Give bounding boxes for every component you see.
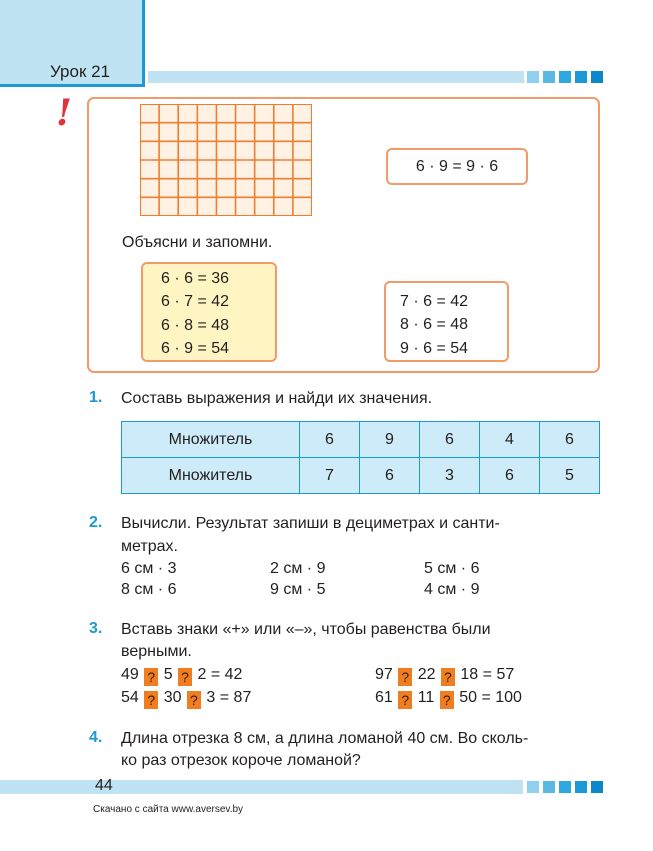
- table-cell: 4: [480, 422, 540, 458]
- task-number: 1.: [89, 389, 103, 406]
- table-cell: 7: [300, 458, 360, 494]
- table-cell: 9: [360, 422, 420, 458]
- commutative-equation: 6 · 9 = 9 · 6: [386, 148, 528, 185]
- operand: 49: [121, 666, 139, 683]
- sign-placeholder[interactable]: ?: [441, 668, 455, 686]
- sign-placeholder[interactable]: ?: [144, 691, 158, 709]
- task-number: 2.: [89, 514, 103, 531]
- right-facts-box: [384, 281, 509, 362]
- task-text: Вставь знаки «+» или «–», чтобы равенства были: [121, 621, 491, 638]
- footer-square: [591, 781, 603, 793]
- sign-placeholder[interactable]: ?: [398, 668, 412, 686]
- footer-square: [543, 781, 555, 793]
- multiplier-table: [121, 421, 600, 494]
- table-row: [122, 458, 600, 494]
- table-cell: Множитель: [122, 458, 300, 494]
- download-credit: Скачано с сайта www.aversev.by: [93, 804, 244, 815]
- table-cell: 3: [420, 458, 480, 494]
- operand: 2 = 42: [197, 666, 243, 683]
- task-text: Вычисли. Результат запиши в дециметрах и санти-: [121, 515, 500, 532]
- sign-placeholder[interactable]: ?: [178, 668, 192, 686]
- table-cell: 6: [480, 458, 540, 494]
- footer-square: [527, 781, 539, 793]
- task-number: 3.: [89, 620, 103, 637]
- fact-line: 7 · 6 = 42: [400, 293, 469, 310]
- expression: 8 см · 6: [121, 581, 177, 598]
- expression: 5 см · 6: [424, 560, 480, 577]
- operand: 30: [163, 689, 182, 706]
- equation-4: [375, 688, 522, 709]
- header-bar: [148, 71, 524, 83]
- task-text: Составь выражения и найди их значения.: [121, 390, 433, 407]
- task-text: ко раз отрезок короче ломаной?: [121, 752, 361, 769]
- operand: 50 = 100: [459, 689, 522, 706]
- sign-placeholder[interactable]: ?: [398, 691, 412, 709]
- operand: 3 = 87: [206, 689, 252, 706]
- header-square: [575, 71, 587, 83]
- sign-placeholder[interactable]: ?: [440, 691, 454, 709]
- table-cell: 6: [360, 458, 420, 494]
- table-cell: 6: [420, 422, 480, 458]
- footer-square: [575, 781, 587, 793]
- fact-line: 8 · 6 = 48: [400, 316, 469, 334]
- fact-line: 6 · 7 = 42: [161, 293, 230, 311]
- footer-bar: [0, 780, 523, 794]
- exclamation-icon: !: [56, 92, 72, 134]
- task-text: метрах.: [121, 538, 178, 555]
- expression: 6 см · 3: [121, 560, 177, 577]
- operand: 11: [417, 689, 435, 706]
- explain-label: Объясни и запомни.: [122, 234, 273, 251]
- equation-1: [121, 665, 242, 686]
- equation-3: [121, 688, 251, 709]
- fact-line: 6 · 8 = 48: [161, 316, 230, 334]
- table-cell: 6: [540, 422, 600, 458]
- header-square: [591, 71, 603, 83]
- sign-placeholder[interactable]: ?: [144, 668, 158, 686]
- fact-line: 9 · 6 = 54: [400, 339, 469, 357]
- expression: 4 см · 9: [424, 581, 480, 598]
- expression: 2 см · 9: [270, 560, 326, 577]
- table-cell: 6: [300, 422, 360, 458]
- header-square: [559, 71, 571, 83]
- left-facts-box: [141, 262, 277, 362]
- task-number: 4.: [89, 729, 103, 746]
- table-cell: Множитель: [122, 422, 300, 458]
- sign-placeholder[interactable]: ?: [187, 691, 201, 709]
- header-square: [527, 71, 539, 83]
- page-number: 44: [95, 777, 113, 794]
- fact-line: 6 · 9 = 54: [161, 339, 230, 357]
- table-row: [122, 422, 600, 458]
- multiplication-grid: [140, 104, 312, 216]
- header-square: [543, 71, 555, 83]
- operand: 5: [163, 666, 173, 683]
- expression: 9 см · 5: [270, 581, 326, 598]
- lesson-title: Урок 21: [50, 62, 111, 81]
- task-text: верными.: [121, 643, 192, 660]
- task-text: Длина отрезка 8 см, а длина ломаной 40 см. Во сколь-: [121, 730, 529, 747]
- table-cell: 5: [540, 458, 600, 494]
- operand: 22: [417, 666, 436, 683]
- operand: 54: [121, 689, 139, 706]
- equation-2: [375, 665, 514, 686]
- operand: 18 = 57: [460, 666, 515, 683]
- operand: 61: [375, 689, 393, 706]
- operand: 97: [375, 666, 393, 683]
- fact-line: 6 · 6 = 36: [161, 270, 230, 287]
- footer-square: [559, 781, 571, 793]
